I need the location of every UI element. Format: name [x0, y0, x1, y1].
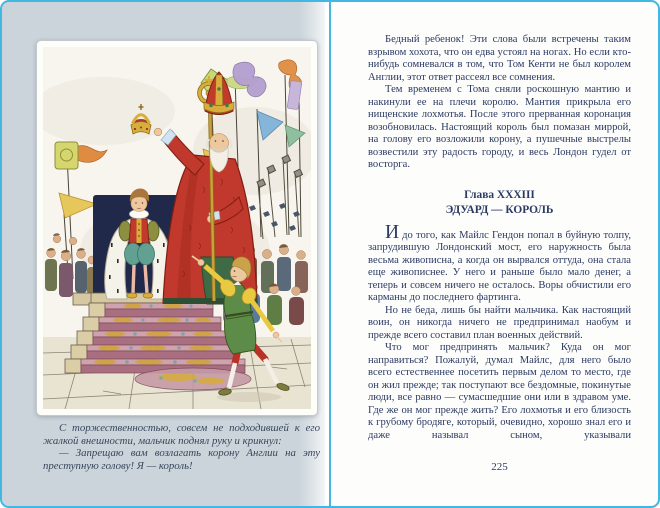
- body-paragraph-dropcap: [368, 221, 631, 305]
- body-paragraph: Что мог предпринять мальчик? Куда он мог направиться? Пожалуй, думал Майлс, для него было всего естественнее посетить первым делом то место, где он жил прежде; так поступают все бездомные, покинутые люди, все равно — сумасшедшие они или в здравом уме. Где же он мог прежде жить? Его лохмотья и его близость к грубому бродяге, который, очевидно, хорошо знал его и даже называл сыном, указывали: [368, 342, 631, 441]
- caption-line: — Запрещаю вам возлагать корону Англии на эту преступную голову! Я — король!: [43, 447, 320, 473]
- page-spine: [329, 2, 331, 506]
- illustration: [43, 47, 311, 409]
- left-page: [2, 2, 325, 506]
- illustration-card: [36, 40, 318, 416]
- page-number: 225: [491, 461, 508, 473]
- body-paragraph: Бедный ребенок! Эти слова были встречены таким взрывом хохота, что он едва устоял на ногах. Но если кто-нибудь сомневался в том, что Том Кенти не был королем Англии, этот ответ рассеял все сомнения.: [368, 34, 631, 83]
- chapter-number-line: Глава XXXIII: [464, 188, 535, 201]
- illustration-caption: [43, 422, 320, 473]
- drop-cap: И: [385, 221, 401, 243]
- body-paragraph: Но не беда, лишь бы найти мальчика. Как настоящий воин, он никогда ничего не предпринимал наобум и прежде всего составил план военных действий.: [368, 304, 631, 341]
- body-paragraph: Тем временем с Тома сняли роскошную мантию и накинули ее на плечи королю. Мантия прикрыла его нищенские лохмотья. После этого прерванная коронация возобновилась. Настоящий король был помазан миррой, на голову его возложили корону, а пушечные выстрелы возвестили эту радость городу, и весь Лондон гудел от восторга.: [368, 84, 631, 170]
- chapter-title-line: ЭДУАРД — КОРОЛЬ: [445, 203, 554, 216]
- caption-line: С торжественностью, совсем не подходившей к его жалкой внешности, мальчик поднял руку и крикнул:: [43, 422, 320, 447]
- right-page-text: [368, 34, 631, 442]
- chapter-heading: [368, 188, 631, 218]
- dropcap-paragraph-text: до того, как Майлс Гендон попал в буйную толпу, запрудившую Лондонский мост, его наружность была весьма живописна, а когда он вырвался оттуда, она стала еще живописнее. У него и раньше было мало денег, а теперь и совсем ничего не осталось. Воры обчистили его карманы до последнего фартинга.: [368, 229, 631, 303]
